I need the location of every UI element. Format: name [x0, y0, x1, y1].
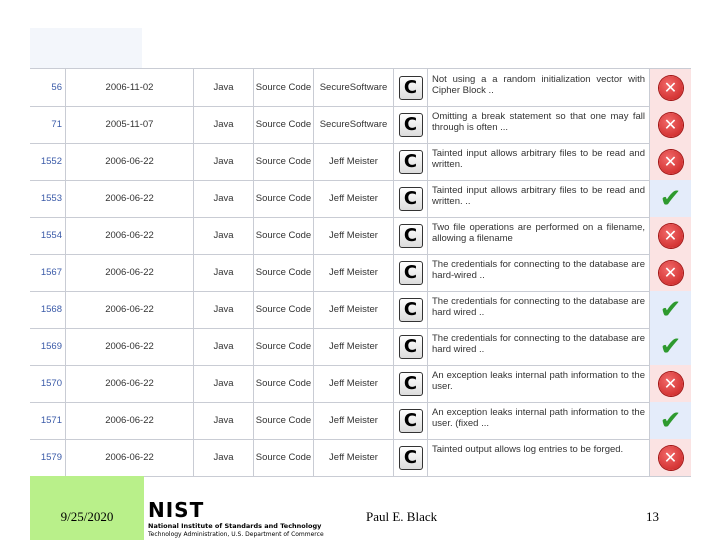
table-row [30, 217, 691, 255]
author-name: Jeff Meister [314, 291, 394, 328]
code-icon[interactable]: C [399, 261, 423, 285]
test-case-type: Source Code [254, 291, 314, 328]
footer-author: Paul E. Black [366, 509, 438, 524]
code-icon-cell [394, 254, 428, 291]
description: An exception leaks internal path information to the user. [428, 365, 650, 402]
test-case-type: Source Code [254, 180, 314, 217]
fail-x-icon: ✕ [659, 150, 683, 174]
nist-logo-line1: National Institute of Standards and Technology [148, 522, 322, 530]
author-name: Jeff Meister [314, 439, 394, 476]
page-number: 13 [646, 509, 659, 524]
code-icon[interactable]: C [399, 113, 423, 137]
language: Java [194, 328, 254, 365]
description: Tainted input allows arbitrary files to be read and written. [428, 143, 650, 180]
test-case-type: Source Code [254, 69, 314, 106]
description: The credentials for connecting to the database are hard-wired .. [428, 254, 650, 291]
language: Java [194, 143, 254, 180]
fail-x-icon: ✕ [659, 76, 683, 100]
test-case-id-link[interactable]: 1571 [30, 402, 66, 439]
author-name: Jeff Meister [314, 180, 394, 217]
submission-date: 2006-06-22 [66, 254, 194, 291]
submission-date: 2006-11-02 [66, 69, 194, 106]
code-icon-cell [394, 69, 428, 106]
language: Java [194, 217, 254, 254]
test-case-type: Source Code [254, 402, 314, 439]
code-icon[interactable]: C [399, 224, 423, 248]
test-case-table [30, 68, 691, 475]
table-row [30, 328, 691, 366]
code-icon-cell [394, 180, 428, 217]
result-cell [650, 365, 691, 402]
test-case-type: Source Code [254, 106, 314, 143]
table-row [30, 254, 691, 292]
code-icon[interactable]: C [399, 76, 423, 100]
submission-date: 2006-06-22 [66, 402, 194, 439]
author-name: Jeff Meister [314, 254, 394, 291]
author-name: SecureSoftware [314, 106, 394, 143]
code-icon[interactable]: C [399, 409, 423, 433]
table-row [30, 365, 691, 403]
test-case-id-link[interactable]: 56 [30, 69, 66, 106]
result-cell [650, 402, 691, 439]
code-icon-cell [394, 106, 428, 143]
code-icon-cell [394, 217, 428, 254]
language: Java [194, 69, 254, 106]
author-name: SecureSoftware [314, 69, 394, 106]
test-case-id-link[interactable]: 1579 [30, 439, 66, 476]
language: Java [194, 439, 254, 476]
author-name: Jeff Meister [314, 365, 394, 402]
code-icon[interactable]: C [399, 372, 423, 396]
test-case-id-link[interactable]: 1554 [30, 217, 66, 254]
test-case-type: Source Code [254, 328, 314, 365]
test-case-id-link[interactable]: 71 [30, 106, 66, 143]
result-cell [650, 328, 691, 365]
code-icon[interactable]: C [399, 187, 423, 211]
language: Java [194, 402, 254, 439]
code-icon-cell [394, 439, 428, 476]
result-cell [650, 217, 691, 254]
description: Tainted output allows log entries to be forged. [428, 439, 650, 476]
test-case-type: Source Code [254, 143, 314, 180]
code-icon[interactable]: C [399, 298, 423, 322]
code-icon-cell [394, 402, 428, 439]
submission-date: 2006-06-22 [66, 291, 194, 328]
result-cell [650, 291, 691, 328]
nist-logo [148, 500, 348, 538]
test-case-id-link[interactable]: 1568 [30, 291, 66, 328]
submission-date: 2006-06-22 [66, 180, 194, 217]
language: Java [194, 365, 254, 402]
result-cell [650, 106, 691, 143]
test-case-id-link[interactable]: 1570 [30, 365, 66, 402]
result-cell [650, 439, 691, 476]
test-case-id-link[interactable]: 1569 [30, 328, 66, 365]
code-icon-cell [394, 328, 428, 365]
fail-x-icon: ✕ [659, 372, 683, 396]
fail-x-icon: ✕ [659, 224, 683, 248]
test-case-id-link[interactable]: 1552 [30, 143, 66, 180]
language: Java [194, 291, 254, 328]
description: Tainted input allows arbitrary files to be read and written. .. [428, 180, 650, 217]
test-case-type: Source Code [254, 439, 314, 476]
fail-x-icon: ✕ [659, 113, 683, 137]
description: The credentials for connecting to the database are hard wired .. [428, 291, 650, 328]
fail-x-icon: ✕ [659, 446, 683, 470]
result-cell [650, 180, 691, 217]
submission-date: 2006-06-22 [66, 365, 194, 402]
table-row [30, 291, 691, 329]
description: Not using a a random initialization vector with Cipher Block .. [428, 69, 650, 106]
code-icon[interactable]: C [399, 150, 423, 174]
footer-accent [30, 476, 144, 540]
author-name: Jeff Meister [314, 143, 394, 180]
pass-check-icon: ✔ [659, 294, 682, 325]
author-name: Jeff Meister [314, 402, 394, 439]
code-icon-cell [394, 365, 428, 402]
test-case-type: Source Code [254, 365, 314, 402]
footer-date: 9/25/2020 [60, 509, 114, 524]
language: Java [194, 106, 254, 143]
result-cell [650, 69, 691, 106]
language: Java [194, 180, 254, 217]
author-name: Jeff Meister [314, 217, 394, 254]
submission-date: 2006-06-22 [66, 439, 194, 476]
code-icon-cell [394, 291, 428, 328]
submission-date: 2005-11-07 [66, 106, 194, 143]
table-row [30, 402, 691, 440]
test-case-id-link[interactable]: 1567 [30, 254, 66, 291]
code-icon-cell [394, 143, 428, 180]
submission-date: 2006-06-22 [66, 143, 194, 180]
test-case-type: Source Code [254, 254, 314, 291]
table-row [30, 180, 691, 218]
header-band [30, 28, 142, 68]
code-icon[interactable]: C [399, 446, 423, 470]
author-name: Jeff Meister [314, 328, 394, 365]
table-row [30, 143, 691, 181]
pass-check-icon: ✔ [659, 331, 682, 362]
description: The credentials for connecting to the database are hard wired .. [428, 328, 650, 365]
table-row [30, 106, 691, 144]
nist-logo-line2: Technology Administration, U.S. Department of Commerce [148, 531, 324, 538]
fail-x-icon: ✕ [659, 261, 683, 285]
nist-logo-text: NIST [148, 498, 205, 522]
result-cell [650, 254, 691, 291]
submission-date: 2006-06-22 [66, 328, 194, 365]
description: Omitting a break statement so that one may fall through is often ... [428, 106, 650, 143]
language: Java [194, 254, 254, 291]
result-cell [650, 143, 691, 180]
pass-check-icon: ✔ [659, 183, 682, 214]
table-row [30, 69, 691, 107]
code-icon[interactable]: C [399, 335, 423, 359]
submission-date: 2006-06-22 [66, 217, 194, 254]
test-case-id-link[interactable]: 1553 [30, 180, 66, 217]
description: Two file operations are performed on a filename, allowing a filename [428, 217, 650, 254]
description: An exception leaks internal path information to the user. (fixed ... [428, 402, 650, 439]
table-row [30, 439, 691, 477]
test-case-type: Source Code [254, 217, 314, 254]
pass-check-icon: ✔ [659, 405, 682, 436]
